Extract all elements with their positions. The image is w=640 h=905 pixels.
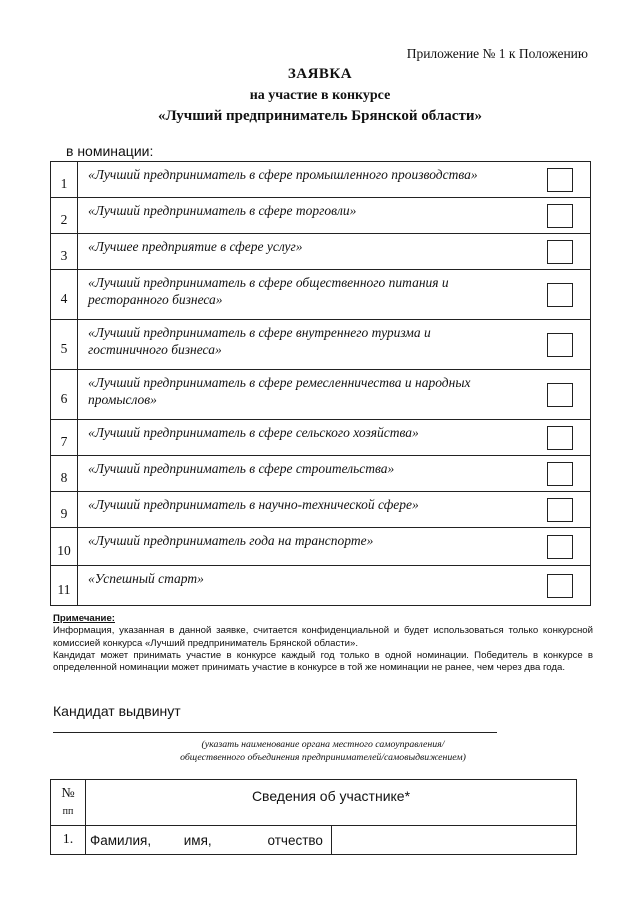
- nomination-cell: [78, 270, 591, 320]
- nomination-cell: [78, 320, 591, 370]
- nomination-number: 4: [51, 270, 78, 320]
- nomination-label: «Лучший предприниматель в сфере строительства»: [88, 461, 395, 476]
- nomination-row-6: [51, 370, 591, 420]
- nomination-checkbox-9[interactable]: [547, 498, 573, 522]
- nomination-row-3: [51, 234, 591, 270]
- nomination-number: 10: [51, 528, 78, 566]
- nomination-checkbox-7[interactable]: [547, 426, 573, 450]
- nomination-label: «Лучший предприниматель в научно-технической сфере»: [88, 497, 419, 512]
- nomination-number: 1: [51, 162, 78, 198]
- nominated-by-input-line[interactable]: [53, 732, 497, 733]
- nomination-checkbox-6[interactable]: [547, 383, 573, 407]
- nomination-checkbox-5[interactable]: [547, 333, 573, 357]
- full-name-value-cell[interactable]: [331, 826, 577, 855]
- nomination-cell: [78, 492, 591, 528]
- contest-name: «Лучший предприниматель Брянской области»: [158, 108, 482, 124]
- nomination-label: «Лучший предприниматель в сфере общественного питания и ресторанного бизнеса»: [88, 275, 449, 307]
- column-number-label: №: [61, 785, 75, 801]
- nomination-row-4: [51, 270, 591, 320]
- nomination-label: «Лучший предприниматель в сфере ремесленничества и народных промыслов»: [88, 375, 471, 407]
- nomination-row-10: [51, 528, 591, 566]
- appendix-reference: Приложение № 1 к Положению: [406, 46, 588, 61]
- nomination-checkbox-10[interactable]: [547, 535, 573, 559]
- nomination-cell: [78, 566, 591, 606]
- table-row: [51, 826, 577, 855]
- nomination-label: «Лучший предприниматель в сфере промышленного производства»: [88, 167, 478, 182]
- nomination-label: «Успешный старт»: [88, 571, 204, 586]
- document-subtitle: на участие в конкурсе: [249, 88, 391, 103]
- nomination-row-11: [51, 566, 591, 606]
- nominated-by-hint: общественного объединения предпринимателей/самовыдвижением): [180, 752, 466, 763]
- nomination-row-2: [51, 198, 591, 234]
- nomination-row-7: [51, 420, 591, 456]
- nomination-number: 3: [51, 234, 78, 270]
- nomination-number: 9: [51, 492, 78, 528]
- surname-label: Фамилия,: [90, 832, 152, 848]
- participant-info-table: [50, 779, 577, 855]
- nomination-number: 2: [51, 198, 78, 234]
- nomination-label: «Лучший предприниматель в сфере сельского хозяйства»: [88, 425, 419, 440]
- nomination-checkbox-4[interactable]: [547, 283, 573, 307]
- patronymic-label: отчество: [267, 832, 323, 848]
- row-number: 1.: [51, 826, 86, 855]
- nomination-cell: [78, 528, 591, 566]
- nominations-table: [50, 161, 591, 606]
- nomination-label: «Лучший предприниматель в сфере торговли»: [88, 203, 357, 218]
- column-number-header: [51, 780, 86, 826]
- participant-info-title: Сведения об участнике*: [86, 780, 577, 826]
- nomination-row-1: [51, 162, 591, 198]
- nomination-cell: [78, 162, 591, 198]
- nomination-label: «Лучший предприниматель в сфере внутреннего туризма и гостиничного бизнеса»: [88, 325, 431, 357]
- nomination-cell: [78, 420, 591, 456]
- nomination-cell: [78, 370, 591, 420]
- nomination-checkbox-1[interactable]: [547, 168, 573, 192]
- nomination-checkbox-3[interactable]: [547, 240, 573, 264]
- nominated-by-label: Кандидат выдвинут: [53, 703, 181, 719]
- nominations-label: в номинации:: [66, 143, 154, 159]
- note-paragraph: Кандидат может принимать участие в конкурсе каждый год только в одной номинации. Победитель в конкурсе в определенной номинации может принимать участие в конкурсе в той же номинации не ранее, чем через два года.: [53, 649, 593, 674]
- nomination-number: 5: [51, 320, 78, 370]
- nomination-label: «Лучший предприниматель года на транспорте»: [88, 533, 374, 548]
- note-paragraph: Информация, указанная в данной заявке, считается конфиденциальной и будет использоваться только конкурсной комиссией конкурса «Лучший предприниматель Брянской области».: [53, 625, 593, 649]
- nomination-checkbox-8[interactable]: [547, 462, 573, 486]
- nominated-by-hint: (указать наименование органа местного самоуправления/: [201, 739, 445, 750]
- participant-table-header: [51, 780, 577, 826]
- nomination-row-5: [51, 320, 591, 370]
- nomination-cell: [78, 234, 591, 270]
- note-block: [53, 613, 593, 674]
- nomination-number: 7: [51, 420, 78, 456]
- nomination-row-9: [51, 492, 591, 528]
- document-title: ЗАЯВКА: [287, 66, 353, 82]
- full-name-label-cell: [86, 826, 332, 855]
- nomination-cell: [78, 198, 591, 234]
- nomination-cell: [78, 456, 591, 492]
- nomination-number: 6: [51, 370, 78, 420]
- column-number-sublabel: пп: [62, 805, 74, 817]
- nomination-label: «Лучшее предприятие в сфере услуг»: [88, 239, 303, 254]
- nomination-checkbox-11[interactable]: [547, 574, 573, 598]
- nomination-number: 8: [51, 456, 78, 492]
- nomination-checkbox-2[interactable]: [547, 204, 573, 228]
- name-label: имя,: [183, 832, 212, 848]
- nomination-row-8: [51, 456, 591, 492]
- nomination-number: 11: [51, 566, 78, 606]
- note-heading: Примечание:: [53, 613, 115, 624]
